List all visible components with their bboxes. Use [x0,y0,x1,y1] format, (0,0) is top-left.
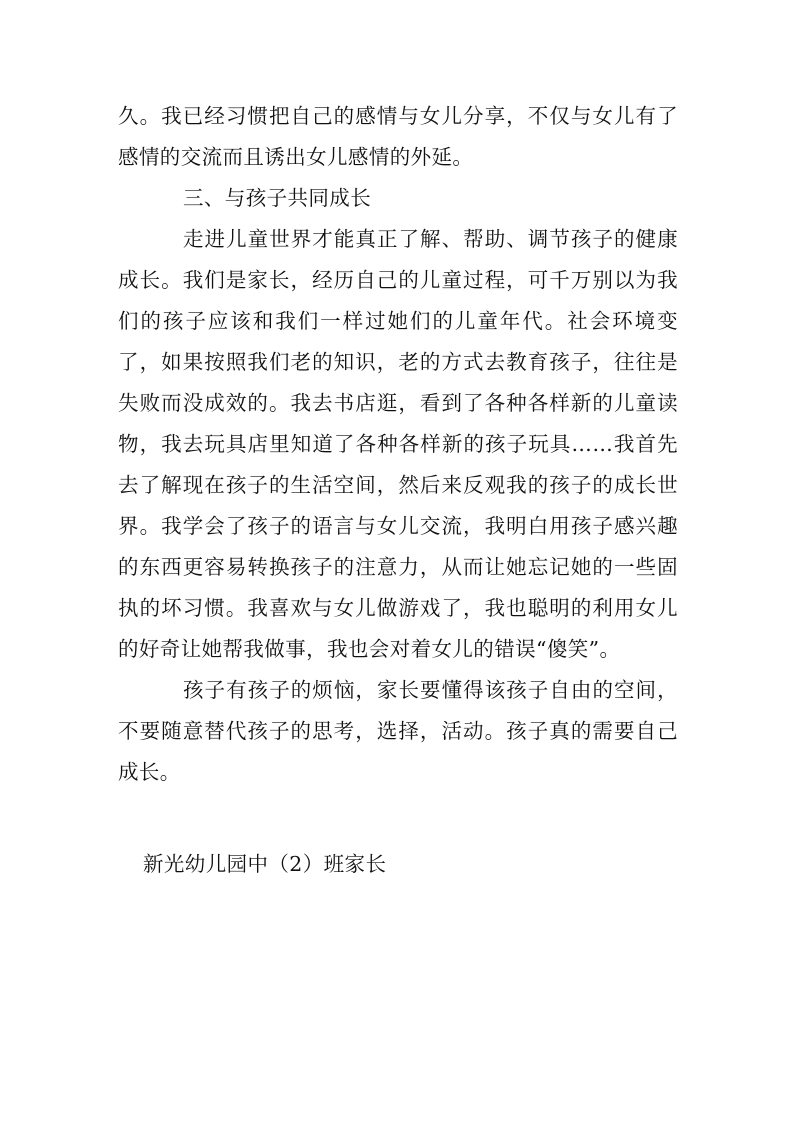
continuation-paragraph: 久。我已经习惯把自己的感情与女儿分享，不仅与女儿有了感情的交流而且诱出女儿感情的外延。 [118,104,678,169]
document-body [118,96,678,793]
body-paragraph: 走进儿童世界才能真正了解、帮助、调节孩子的健康成长。我们是家长，经历自己的儿童过程，可千万别以为我们的孩子应该和我们一样过她们的儿童年代。社会环境变了，如果按照我们老的知识，老的方式去教育孩子，往往是失败而没成效的。我去书店逛，看到了各种各样新的儿童读物，我去玩具店里知道了各种各样新的孩子玩具……我首先去了解现在孩子的生活空间，然后来反观我的孩子的成长世界。我学会了孩子的语言与女儿交流，我明白用孩子感兴趣的东西更容易转换孩子的注意力，从而让她忘记她的一些固执的坏习惯。我喜欢与女儿做游戏了，我也聪明的利用女儿的好奇让她帮我做事，我也会对着女儿的错误“傻笑”。 [118,227,678,661]
signature-line: 新光幼儿园中（2）班家长 [143,852,387,876]
section-heading: 三、与孩子共同成长 [183,186,372,210]
body-paragraph: 孩子有孩子的烦恼，家长要懂得该孩子自由的空间，不要随意替代孩子的思考，选择，活动。孩子真的需要自己成长。 [118,678,678,784]
